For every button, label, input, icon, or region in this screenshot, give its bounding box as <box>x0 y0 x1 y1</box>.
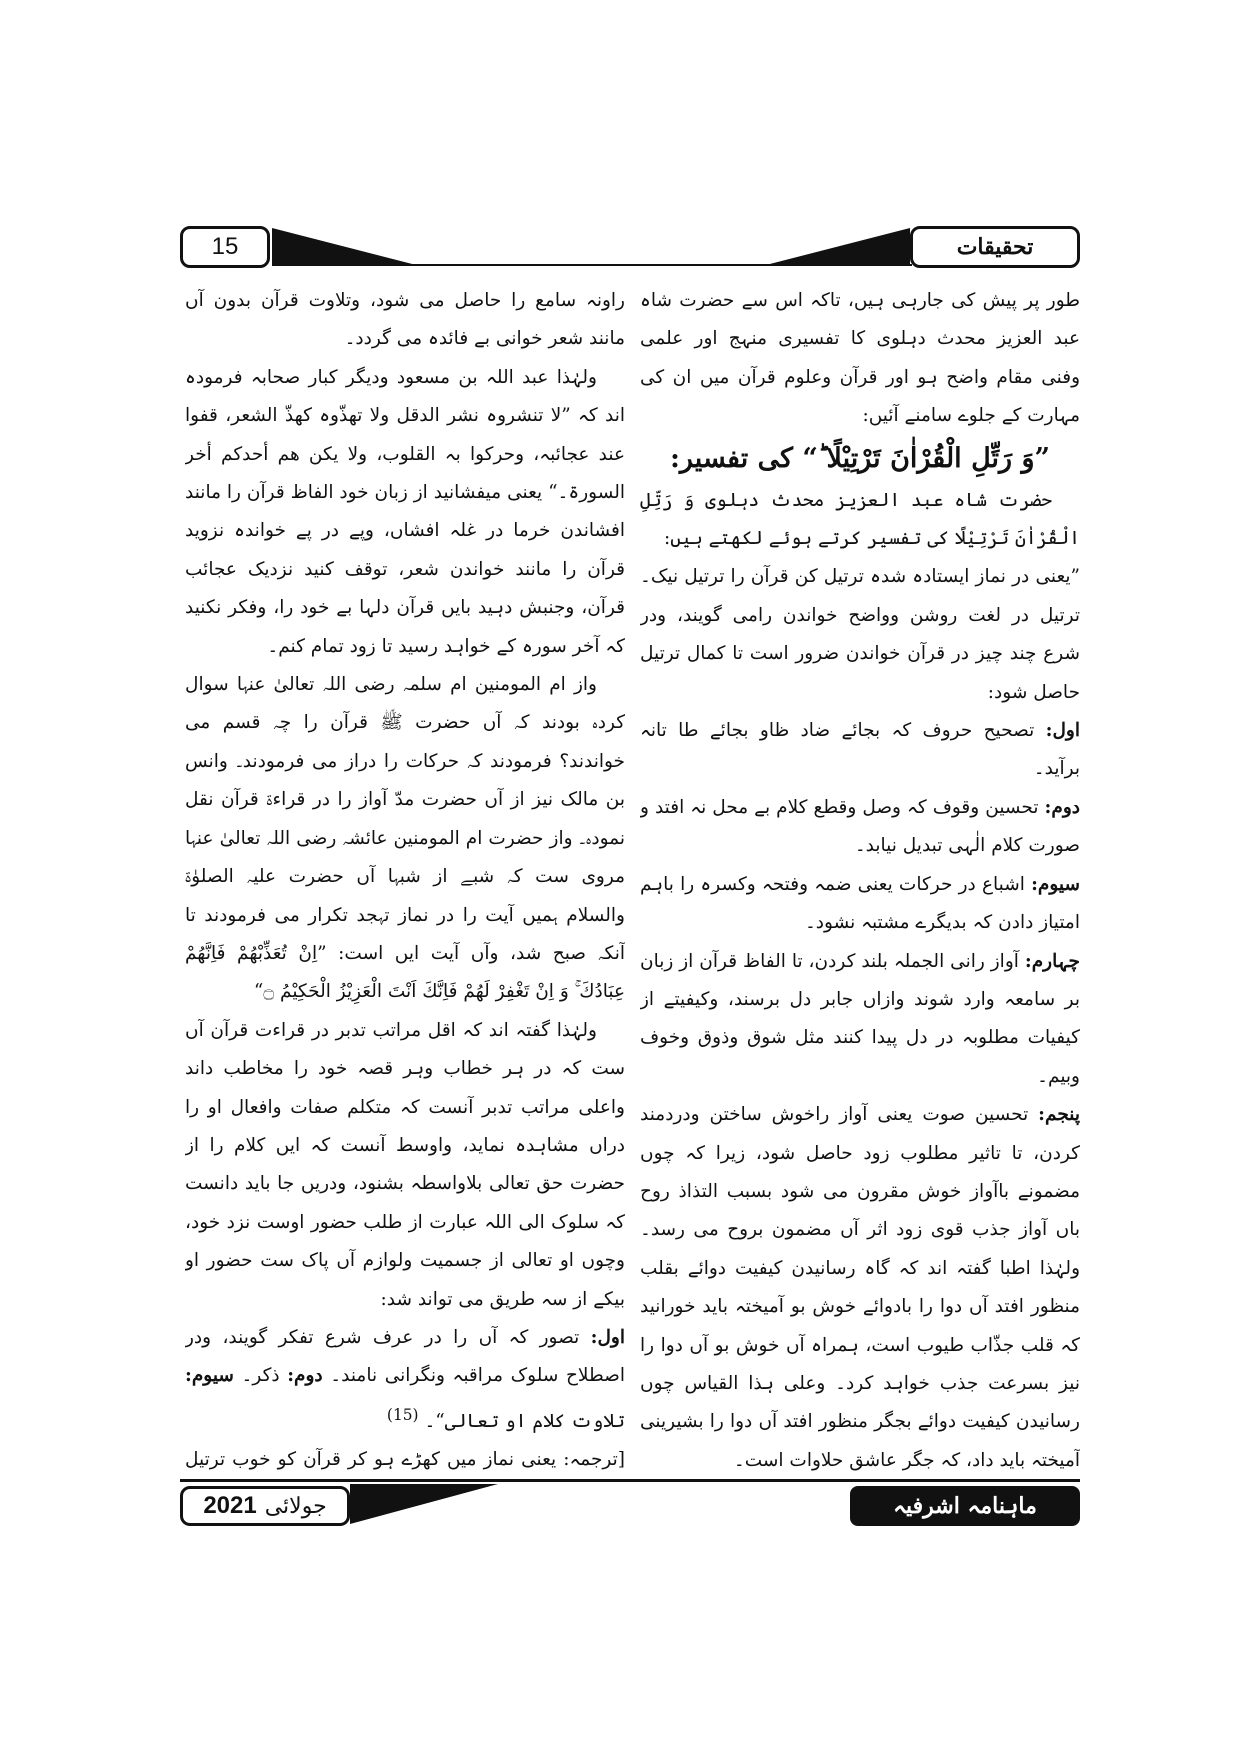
footer-left-wedge <box>350 1484 500 1526</box>
magazine-title: ماہنامہ اشرفیہ <box>850 1486 1080 1526</box>
paragraph: راونہ سامع را حاصل می شود، وتلاوت قرآن بدون آں مانند شعر خوانی بے فائدہ می گردد۔ <box>185 290 625 350</box>
footer-rule <box>180 1479 1080 1482</box>
list-item <box>640 1096 1080 1472</box>
translation-paragraph: [ترجمہ: یعنی نماز میں کھڑے ہو کر قرآن کو خوب ترتیل <box>185 1449 625 1471</box>
item-text: ذکر۔ <box>241 1365 280 1387</box>
item-label: اول: <box>1045 720 1080 742</box>
issue-date <box>180 1486 350 1526</box>
issue-month: جولائی <box>264 1493 327 1519</box>
paragraph: واز ام المومنین ام سلمہ رضی اللہ تعالیٰ عنہا سوال کردہ بودند کہ آں حضرت ﷺ قرآن را چہ قسم می خواندند؟ فرمودند کہ حرکات را دراز می فرمودند۔ وانس بن مالک نیز از آں حضرت مدّ آواز را در قراءۃ قرآن نقل نمودہ۔ واز حضرت ام المومنین عائشہ رضی اللہ تعالیٰ عنہا مروی ست کہ شبے از شبہا آں حضرت علیہ الصلوٰۃ والسلام ہمیں آیت را در نماز تہجد تکرار می فرمودند تا آنکہ صبح شد، وآں آیت ایں است: ”اِنْ تُعَذِّبْهُمْ فَاِنَّهُمْ عِبَادُكَ ۚ وَ اِنْ تَغْفِرْ لَهُمْ فَاِنَّكَ اَنْتَ الْعَزِیْزُ الْحَكِیْمُ ۝“ <box>185 674 625 1003</box>
page-number: 15 <box>180 226 270 268</box>
section-heading: ”وَ رَتِّلِ الْقُرْاٰنَ تَرْتِیْلًا ؕ“ کی تفسیر: <box>669 442 1051 474</box>
item-text: تصحیح حروف کہ بجائے ضاد ظاو بجائے طا تانہ برآید۔ <box>640 720 1080 780</box>
intro-paragraph: طور پر پیش کی جارہی ہیں، تاکہ اس سے حضرت شاہ عبد العزیز محدث دہلوی کا تفسیری منہج اور علمی وفنی مقام واضح ہو اور قرآن وعلوم قرآن میں ان کی مہارت کے جلوے سامنے آئیں: <box>640 290 1080 427</box>
list-item <box>640 789 1080 866</box>
right-column <box>640 282 1080 1472</box>
section-title: تحقیقات <box>910 226 1080 268</box>
list-item <box>640 943 1080 1097</box>
item-label: دوم: <box>1044 796 1080 818</box>
list-item <box>185 1319 625 1441</box>
item-text: آواز رانی الجملہ بلند کردن، تا الفاظ قرآن از زبان بر سامعہ وارد شوند وازاں جابر دل برسند، وکیفیتے از کیفیات مطلوبہ در دل پیدا کنند مثل شوق وذوق وخوف وبیم۔ <box>640 950 1080 1087</box>
item-text: تحسین صوت یعنی آواز راخوش ساختن ودردمند کردن، تا تاثیر مطلوب زود حاصل شود، زیرا کہ چوں مضمونے باآواز خوش مقرون می شود بسبب التذاذ روح باں آواز جذب قوی زود اثر آں مضمون بروح می رسد۔ ولہٰذا اطبا گفتہ اند کہ گاہ رسانیدن کیفیت دوائے بقلب منظور افتد آں دوا را بادوائے خوش بو آمیختہ باید خورانید کہ قلب جذّاب طیوب است، ہمراہ آں خوش بو آں دوا را نیز بسرعت جذب خواہد کرد۔ وعلی ہذا القیاس چوں رسانیدن کیفیت دوائے بجگر منظور افتد آں دوا را بشیرینی آمیختہ باید داد، کہ جگر عاشق حلاوات است۔ <box>640 1104 1080 1471</box>
item-text: تحسین وقوف کہ وصل وقطع کلام بے محل نہ افتد و صورت کلام الٰہی تبدیل نیابد۔ <box>640 796 1080 857</box>
paragraph: حضرت شاہ عبد العزیز محدث دہلوی وَ رَتِّلِ الْقُرْاٰنَ تَرْتِیْلًا کی تفسیر کرتے ہوئے لکھتے ہیں: <box>640 489 1080 550</box>
item-label: اول: <box>590 1326 625 1348</box>
item-label: دوم: <box>287 1365 323 1387</box>
item-text: تلاوت کلام او تعالی“۔ <box>424 1410 625 1432</box>
list-item <box>640 712 1080 789</box>
paragraph: ولہٰذا گفتہ اند کہ اقل مراتب تدبر در قراءت قرآن آں ست کہ در ہر خطاب وہر قصہ خود را مخاطب داند واعلی مراتب تدبر آنست کہ متکلم صفات وافعال او را دراں مشاہدہ نماید، واوسط آنست کہ ایں کلام را از حضرت حق تعالی بلاواسطہ بشنود، ودریں جا باید دانست کہ سلوک الی اللہ عبارت از طلب حضور اوست نزد خود، وچوں او تعالی از جسمیت ولوازم آں پاک ست حضور او بیکے از سہ طریق می تواند شد: <box>185 1019 625 1310</box>
issue-year: 2021 <box>203 1492 257 1519</box>
item-text: اشباع در حرکات یعنی ضمہ وفتحہ وکسرہ را باہم امتیاز دادن کہ بدیگرے مشتبہ نشود۔ <box>640 873 1080 934</box>
footnote-ref: (15) <box>386 1405 419 1424</box>
header-right-wedge <box>760 226 910 268</box>
left-column <box>185 282 625 1472</box>
header-left-wedge <box>272 226 422 268</box>
item-label: سیوم: <box>185 1365 234 1387</box>
item-text: تصور کہ آں را در عرف شرع تفکر گویند، ودر اصطلاح سلوک مراقبہ ونگرانی نامند۔ <box>185 1326 625 1387</box>
item-label: چہارم: <box>1024 950 1080 972</box>
list-item <box>640 866 1080 943</box>
item-label: پنجم: <box>1038 1104 1080 1126</box>
paragraph: ولہٰذا عبد اللہ بن مسعود ودیگر کبار صحابہ فرمودہ اند کہ ”لا تنشروہ نشر الدقل ولا تھذّوہ کھذّ الشعر، قفوا عند عجائبہ، وحرکوا بہ القلوب، ولا یکن ھم أحدکم أخر السورۃ۔“ یعنی میفشانید از زبان خود الفاظ قرآن را مانند افشاندن خرما در غلہ افشاں، وپے در پے خواندہ نزوید قرآن را مانند خواندن شعر، توقف کنید نزدیک عجائب قرآن، وجنبش دہید بایں قرآن دلہا بے خود را، وفکر نکنید کہ آخر سورہ کے خواہد رسید تا زود تمام کنم۔ <box>185 366 625 657</box>
quote-paragraph: ”یعنی در نماز ایستادہ شدہ ترتیل کن قرآن را ترتیل نیک۔ ترتیل در لغت روشن وواضح خواندن رامی گویند، ودر شرع چند چیز در قرآن خواندن ضرور است تا کمال ترتیل حاصل شود: <box>640 566 1080 703</box>
item-label: سیوم: <box>1031 873 1080 895</box>
